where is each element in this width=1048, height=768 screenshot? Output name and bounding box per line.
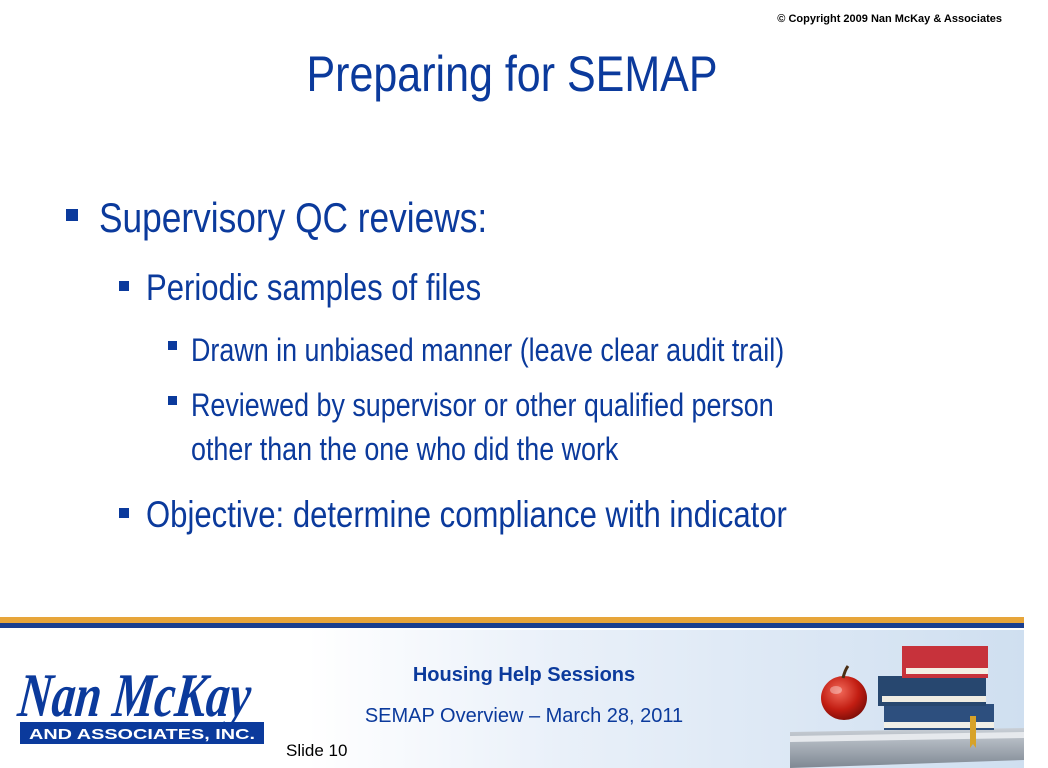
footer-title: Housing Help Sessions bbox=[412, 664, 636, 686]
logo-name: Nan McKay bbox=[15, 662, 331, 730]
bullet-text: Reviewed by supervisor or other qualified person bbox=[191, 387, 774, 423]
bullet-item-l3 bbox=[168, 383, 885, 471]
bullet-square-icon bbox=[168, 396, 177, 405]
footer-subtitle: SEMAP Overview – March 28, 2011 bbox=[364, 705, 684, 727]
bullet-square-icon bbox=[119, 508, 129, 518]
bullet-text-continuation: other than the one who did the work bbox=[191, 431, 619, 467]
slide-number: Slide 10 bbox=[286, 741, 348, 760]
bullet-item-l2 bbox=[119, 266, 545, 310]
logo-tagline: AND ASSOCIATES, INC. bbox=[29, 726, 255, 743]
copyright-notice: © Copyright 2009 Nan McKay & Associates bbox=[777, 13, 1002, 25]
apple-icon bbox=[821, 666, 867, 720]
nan-mckay-logo bbox=[15, 646, 331, 752]
slide-title: Preparing for SEMAP bbox=[306, 46, 718, 102]
bullet-text: Periodic samples of files bbox=[146, 267, 482, 308]
bullet-text: Drawn in unbiased manner (leave clear audit trail) bbox=[191, 332, 785, 368]
bullet-item-l2 bbox=[119, 493, 909, 537]
bullet-square-icon bbox=[66, 209, 78, 221]
books-apple-laptop-art bbox=[790, 636, 1024, 768]
bullet-item-l3 bbox=[168, 328, 897, 372]
bullet-square-icon bbox=[168, 341, 177, 350]
bullet-square-icon bbox=[119, 281, 129, 291]
bullet-item-l1 bbox=[66, 192, 561, 244]
bullet-text: Objective: determine compliance with indicator bbox=[146, 494, 787, 535]
bullet-text: Supervisory QC reviews: bbox=[99, 194, 488, 241]
laptop-icon bbox=[790, 728, 1024, 768]
